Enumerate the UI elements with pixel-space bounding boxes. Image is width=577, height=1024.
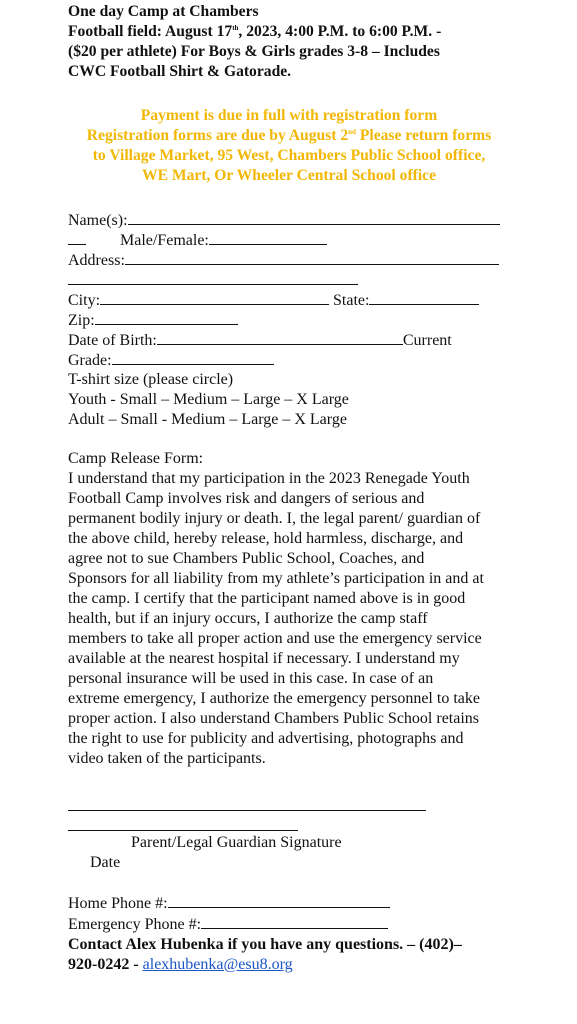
names-field[interactable] (128, 210, 500, 225)
gender-prefix-field[interactable] (68, 230, 86, 245)
registration-form-page (68, 0, 568, 973)
release-text-line: the above child, hereby release, hold harmless, discharge, and (68, 530, 464, 547)
city-label: City: (68, 292, 101, 309)
state-field[interactable] (369, 290, 479, 305)
notice-deadline-text: Registration forms are due by August 2 (86, 127, 349, 144)
address-field[interactable] (125, 250, 499, 265)
date-label: Date (90, 854, 121, 871)
address-label: Address: (68, 252, 125, 269)
release-text-line: the right to use for publicity and advertising, photographs and (68, 730, 464, 747)
camp-release-section (68, 449, 568, 769)
emergency-phone-row (68, 914, 568, 935)
release-text-line: video taken of the participants. (68, 750, 266, 767)
notice-deadline-ordinal: nd (348, 127, 356, 136)
city-field[interactable] (100, 290, 329, 305)
dob-field[interactable] (157, 330, 403, 345)
names-row (68, 210, 568, 230)
emergency-phone-label: Emergency Phone #: (68, 916, 202, 933)
state-label: State: (333, 292, 370, 309)
header-includes-line: CWC Football Shirt & Gatorade. (68, 63, 292, 80)
header-date-line (68, 22, 568, 42)
address-continuation-row (68, 270, 568, 290)
adult-size-options[interactable]: Adult – Small - Medium – Large – X Large (68, 411, 347, 428)
grade-label: Grade: (68, 352, 112, 369)
release-text-line: available at the nearest hospital if necessary. I understand my (68, 650, 460, 667)
grade-field[interactable] (112, 350, 274, 365)
contact-phone-email-row (68, 955, 568, 975)
payment-notice (68, 106, 510, 186)
release-text-line: health, but if an injury occurs, I authorize the camp staff (68, 610, 428, 627)
release-text-line: permanent bodily injury or death. I, the legal parent/ guardian of (68, 510, 481, 527)
tshirt-size-label: T-shirt size (please circle) (68, 371, 234, 388)
release-title: Camp Release Form: (68, 450, 204, 467)
registration-fields (68, 210, 568, 430)
release-text-line: agree not to sue Chambers Public School, Coaches, and (68, 550, 425, 567)
header-title: One day Camp at Chambers (68, 3, 259, 20)
contact-email-link[interactable]: alexhubenka@esu8.org (142, 956, 293, 973)
notice-locations-line1: to Village Market, 95 West, Chambers Public School office, (92, 147, 486, 164)
camp-header (68, 2, 568, 82)
home-phone-field[interactable] (168, 893, 390, 908)
release-text-line: Sponsors for all liability from my athlete’s participation in and at (68, 570, 484, 587)
gender-label: Male/Female: (120, 232, 209, 249)
date-line[interactable] (68, 830, 298, 831)
address-row (68, 250, 568, 270)
zip-label: Zip: (68, 312, 95, 329)
release-text-line: extreme emergency, I authorize the emergency personnel to take (68, 690, 480, 707)
address-line2-field[interactable] (68, 270, 358, 285)
release-text-line: the camp. I certify that the participant named above is in good (68, 590, 466, 607)
notice-deadline-line (68, 126, 510, 146)
zip-row (68, 310, 568, 330)
gender-field[interactable] (209, 230, 327, 245)
notice-payment-line: Payment is due in full with registration form (140, 107, 438, 124)
current-label: Current (402, 332, 452, 349)
contact-phone-tail: 920-0242 - (68, 956, 143, 973)
header-date-text: Football field: August 17 (68, 23, 233, 40)
names-label: Name(s): (68, 212, 128, 229)
header-date-ordinal: th (232, 23, 239, 32)
dob-label: Date of Birth: (68, 332, 157, 349)
header-price-line: ($20 per athlete) For Boys & Girls grades 3-8 – Includes (68, 43, 440, 60)
dob-row (68, 330, 568, 350)
notice-locations-line2: WE Mart, Or Wheeler Central School office (141, 167, 437, 184)
contact-info-line: Contact Alex Hubenka if you have any questions. – (402)– (68, 936, 462, 953)
signature-line[interactable] (68, 810, 426, 811)
gender-row (68, 230, 568, 250)
release-text-line: I understand that my participation in the 2023 Renegade Youth (68, 470, 470, 487)
zip-field[interactable] (95, 310, 238, 325)
home-phone-label: Home Phone #: (68, 895, 168, 912)
grade-row (68, 350, 568, 370)
release-text-line: proper action. I also understand Chambers Public School retains (68, 710, 480, 727)
release-text-line: members to take all proper action and use the emergency service (68, 630, 482, 647)
youth-size-options[interactable]: Youth - Small – Medium – Large – X Large (68, 391, 349, 408)
city-state-row (68, 290, 568, 310)
home-phone-row (68, 893, 568, 914)
release-text-line: personal insurance will be used in this case. In case of an (68, 670, 434, 687)
notice-return-text: Please return forms (355, 127, 492, 144)
emergency-phone-field[interactable] (201, 914, 388, 929)
header-time-text: , 2023, 4:00 P.M. to 6:00 P.M. - (238, 23, 442, 40)
release-text-line: Football Camp involves risk and dangers of serious and (68, 490, 425, 507)
contact-section (68, 893, 568, 975)
signature-label: Parent/Legal Guardian Signature (131, 834, 342, 851)
